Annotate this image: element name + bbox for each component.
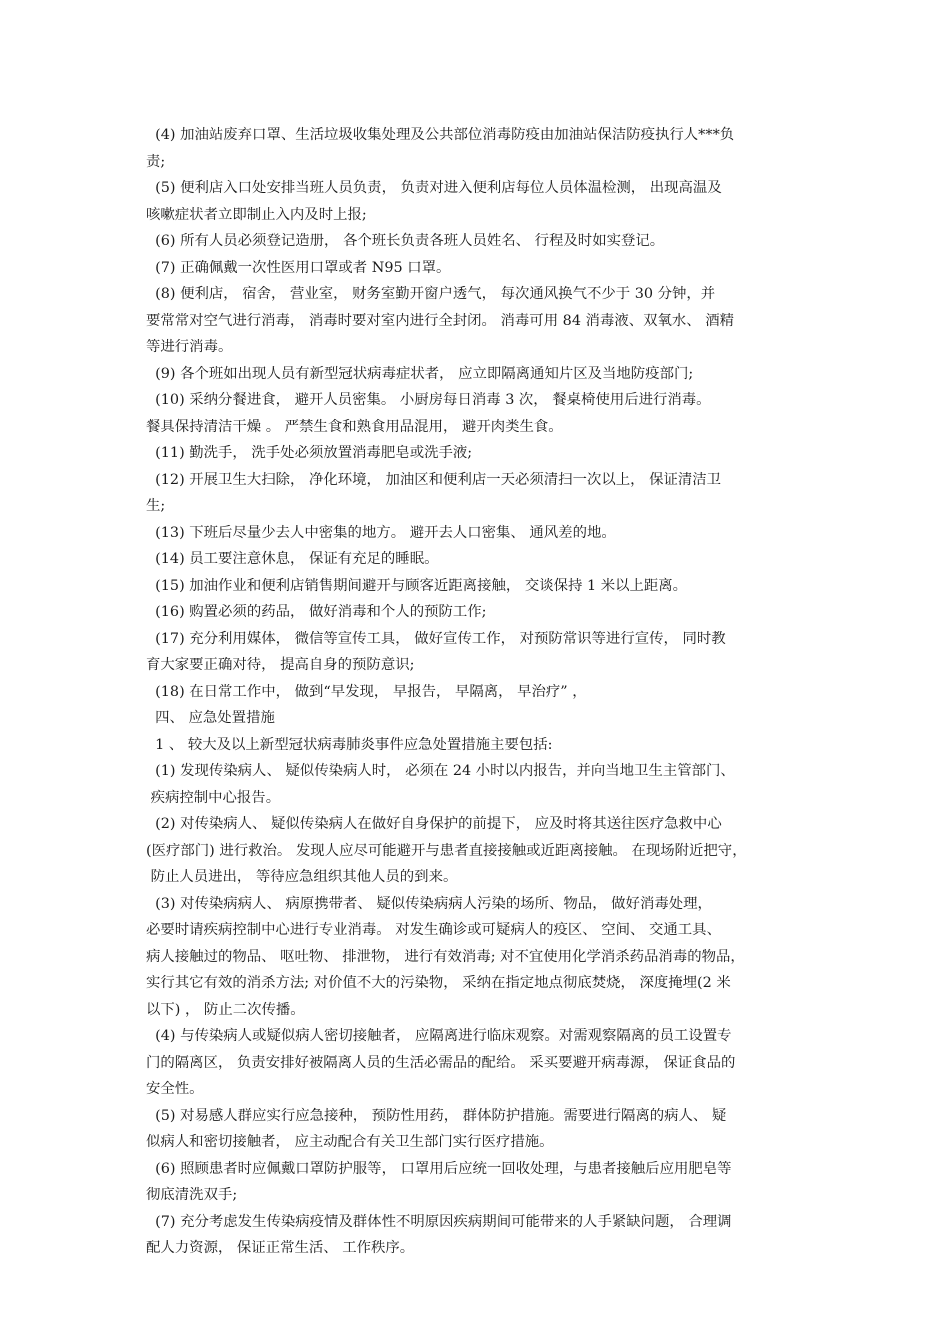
text-line: 责; bbox=[146, 153, 166, 170]
paragraph bbox=[146, 1156, 816, 1209]
text-line: (4) 加油站废弃口罩、生活垃圾收集处理及公共部位消毒防疫由加油站保洁防疫执行人***负 bbox=[146, 127, 735, 143]
text-line: 防止人员进出， 等待应急组织其他人员的到来。 bbox=[146, 869, 458, 885]
text-line: (8) 便利店， 宿舍， 营业室， 财务室勤开窗户透气， 每次通风换气不少于 30 分钟，并 bbox=[146, 286, 716, 302]
text-line: 等进行消毒。 bbox=[146, 339, 233, 355]
paragraph bbox=[146, 387, 816, 440]
paragraph bbox=[146, 679, 816, 706]
paragraph bbox=[146, 758, 816, 811]
paragraph bbox=[146, 811, 816, 891]
text-line: 必要时请疾病控制中心进行专业消毒。 对发生确诊或可疑病人的疫区、 空间、 交通工具、 bbox=[146, 922, 721, 938]
paragraph bbox=[146, 546, 816, 573]
text-line: 疾病控制中心报告。 bbox=[146, 789, 281, 806]
text-line: (11) 勤洗手， 洗手处必须放置消毒肥皂或洗手液; bbox=[146, 445, 473, 461]
paragraph bbox=[146, 228, 816, 255]
text-line: (16) 购置必须的药品， 做好消毒和个人的预防工作; bbox=[146, 604, 487, 620]
paragraph bbox=[146, 467, 816, 520]
paragraph bbox=[146, 1103, 816, 1156]
paragraph bbox=[146, 1209, 816, 1262]
paragraph bbox=[146, 891, 816, 1024]
text-line: (13) 下班后尽量少去人中密集的地方。 避开去人口密集、 通风差的地。 bbox=[146, 524, 616, 541]
text-line: (医疗部门) 进行救治。 发现人应尽可能避开与患者直接接触或近距离接触。 在现场附近把守， bbox=[146, 842, 747, 859]
text-line: (3) 对传染病病人、 病原携带者、 疑似传染病病人污染的场所、物品， 做好消毒处理， bbox=[146, 895, 712, 912]
text-line: 咳嗽症状者立即制止入内及时上报; bbox=[146, 206, 367, 223]
paragraph bbox=[146, 361, 816, 388]
text-line: (5) 便利店入口处安排当班人员负责， 负责对进入便利店每位人员体温检测， 出现高温及 bbox=[146, 180, 722, 196]
text-line: (6) 所有人员必须登记造册， 各个班长负责各班人员姓名、 行程及时如实登记。 bbox=[146, 233, 665, 249]
text-line: (9) 各个班如出现人员有新型冠状病毒症状者， 应立即隔离通知片区及当地防疫部门; bbox=[146, 365, 694, 382]
text-line: (6) 照顾患者时应佩戴口罩防护服等， 口罩用后应统一回收处理，与患者接触后应用肥皂等 bbox=[146, 1160, 732, 1177]
text-line: 安全性。 bbox=[146, 1081, 204, 1097]
text-line: (10) 采纳分餐进食， 避开人员密集。 小厨房每日消毒 3 次， 餐桌椅使用后进行消毒。 bbox=[146, 392, 711, 408]
text-line: 四、 应急处置措施 bbox=[146, 710, 275, 726]
paragraph bbox=[146, 255, 816, 282]
paragraph bbox=[146, 1023, 816, 1103]
paragraph bbox=[146, 705, 816, 732]
paragraph bbox=[146, 281, 816, 361]
text-line: (2) 对传染病人、 疑似传染病人在做好自身保护的前提下， 应及时将其送往医疗急救中心 bbox=[146, 816, 722, 832]
text-line: 实行其它有效的消杀方法; 对价值不大的污染物， 采纳在指定地点彻底焚烧， 深度掩埋(2 米 bbox=[146, 975, 731, 991]
text-line: 彻底清洗双手; bbox=[146, 1187, 238, 1203]
text-line: (5) 对易感人群应实行应急接种， 预防性用药， 群体防护措施。需要进行隔离的病人、 疑 bbox=[146, 1107, 727, 1124]
text-line: (12) 开展卫生大扫除， 净化环境， 加油区和便利店一天必须清扫一次以上， 保证清洁卫 bbox=[146, 471, 722, 488]
text-line: (14) 员工要注意休息， 保证有充足的睡眠。 bbox=[146, 551, 439, 567]
text-line: 门的隔离区， 负责安排好被隔离人员的生活必需品的配给。 采买要避开病毒源， 保证食品的 bbox=[146, 1054, 736, 1071]
text-line: 配人力资源， 保证正常生活、 工作秩序。 bbox=[146, 1240, 415, 1256]
text-line: 生; bbox=[146, 498, 166, 514]
text-line: 似病人和密切接触者， 应主动配合有关卫生部门实行医疗措施。 bbox=[146, 1134, 554, 1150]
text-line: (7) 充分考虑发生传染病疫情及群体性不明原因疾病期间可能带来的人手紧缺问题， 合理调 bbox=[146, 1213, 732, 1230]
paragraph bbox=[146, 626, 816, 679]
text-line: 餐具保持清洁干燥 。 严禁生食和熟食用品混用， 避开肉类生食。 bbox=[146, 418, 563, 435]
text-line: (15) 加油作业和便利店销售期间避开与顾客近距离接触， 交谈保持 1 米以上距离。 bbox=[146, 577, 688, 594]
paragraph bbox=[146, 520, 816, 547]
text-line: (4) 与传染病人或疑似病人密切接触者， 应隔离进行临床观察。对需观察隔离的员工设置专 bbox=[146, 1028, 732, 1044]
text-line: (7) 正确佩戴一次性医用口罩或者 N95 口罩。 bbox=[146, 259, 451, 276]
document-body bbox=[146, 122, 816, 1262]
text-line: (1) 发现传染病人、 疑似传染病人时， 必须在 24 小时以内报告，并向当地卫生主管部门、 bbox=[146, 763, 735, 779]
paragraph bbox=[146, 573, 816, 600]
text-line: 病人接触过的物品、 呕吐物、 排泄物， 进行有效消毒; 对不宜使用化学消杀药品消毒的物品， bbox=[146, 948, 745, 965]
text-line: 要常常对空气进行消毒， 消毒时要对室内进行全封闭。 消毒可用 84 消毒液、双氧水、 酒精 bbox=[146, 312, 735, 329]
paragraph bbox=[146, 440, 816, 467]
text-line: 育大家要正确对待， 提高自身的预防意识; bbox=[146, 657, 415, 673]
text-line: 1 、 较大及以上新型冠状病毒肺炎事件应急处置措施主要包括: bbox=[146, 736, 553, 753]
paragraph bbox=[146, 732, 816, 759]
paragraph bbox=[146, 599, 816, 626]
text-line: 以下) ， 防止二次传播。 bbox=[146, 1001, 305, 1018]
paragraph bbox=[146, 175, 816, 228]
paragraph bbox=[146, 122, 816, 175]
text-line: (18) 在日常工作中， 做到“早发现， 早报告， 早隔离， 早治疗” ， bbox=[146, 683, 587, 700]
text-line: (17) 充分利用媒体， 微信等宣传工具， 做好宣传工作， 对预防常识等进行宣传， 同时教 bbox=[146, 630, 726, 647]
